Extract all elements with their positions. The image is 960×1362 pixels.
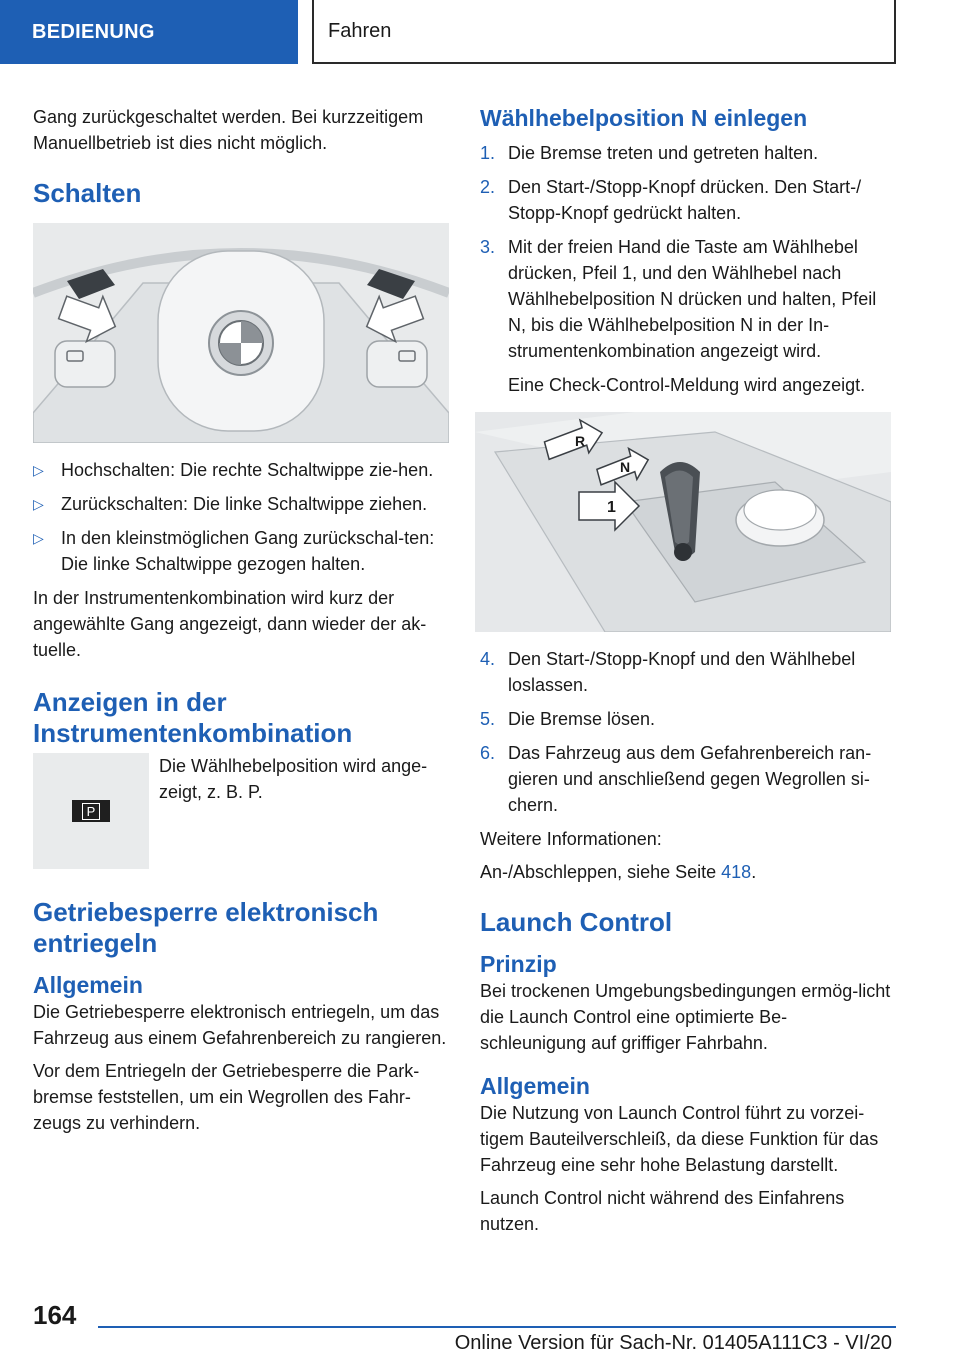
heading-n-einlegen: Wählhebelposition N einlegen (480, 105, 808, 131)
list-item: ▷ In den kleinstmöglichen Gang zurückschal‐ten: Die linke Schaltwippe gezogen halten. (33, 525, 449, 577)
list-item: 6. Das Fahrzeug aus dem Gefahrenbereich ran‐gieren und anschließend gegen Wegrollen si‐chern. (480, 743, 872, 815)
cross-reference: An-/Abschleppen, siehe Seite 418. (480, 862, 757, 882)
more-info-label: Weitere Informationen: (480, 829, 662, 849)
svg-text:1: 1 (607, 499, 616, 516)
selector-lever-illustration (475, 412, 891, 632)
list-item: 5. Die Bremse lösen. (480, 709, 656, 729)
selector-lever-figure (475, 412, 891, 632)
heading-allgemein-launch: Allgemein (480, 1073, 590, 1099)
svg-text:N: N (620, 459, 631, 475)
list-item: 2. Den Start-/Stopp-Knopf drücken. Den Start-/ Stopp-Knopf gedrückt halten. (480, 177, 862, 223)
chapter-title: Fahren (328, 19, 392, 42)
triangle-bullet-icon: ▷ (33, 496, 44, 512)
list-item: ▷ Hochschalten: Die rechte Schaltwippe zie‐hen. (33, 457, 449, 483)
display-row (33, 753, 449, 869)
heading-anzeigen: Anzeigen in der Instrumentenkombination (33, 687, 353, 748)
display-figure (33, 753, 149, 869)
prinzip-paragraph: Bei trockenen Umgebungsbedingungen ermög‐licht die Launch Control eine optimierte Be‐schleunigung auf griffiger Fahrbahn. (480, 981, 891, 1053)
right-column (480, 104, 892, 1244)
page-number: 164 (33, 1300, 77, 1330)
intro-paragraph: Gang zurückgeschaltet werden. Bei kurzzeitigem Manuellbetrieb ist dies nicht möglich. (33, 107, 424, 153)
display-text: Die Wählhebelposition wird ange‐zeigt, z. B. P. (159, 756, 428, 802)
heading-prinzip: Prinzip (480, 951, 557, 977)
section-title: BEDIENUNG (32, 20, 155, 43)
gear-display-paragraph: In der Instrumentenkombination wird kurz der angewählte Gang angezeigt, dann wieder der ak‐tuelle. (33, 588, 427, 660)
section-tab (0, 0, 298, 64)
steps-part-1 (480, 140, 892, 364)
allgemein-paragraph-1: Die Getriebesperre elektronisch entriegeln, um das Fahrzeug aus einem Gefahrenbereich zu rangieren. (33, 1002, 447, 1048)
footer-text: Online Version für Sach-Nr. 01405A111C3 - VI/20 (454, 1332, 892, 1354)
heading-schalten: Schalten (33, 178, 142, 208)
allgemein-paragraph-2: Vor dem Entriegeln der Getriebesperre die Park‐bremse feststellen, um ein Wegrollen des Fahr‐zeugs zu verhindern. (33, 1061, 420, 1133)
footer-divider (98, 1326, 896, 1328)
triangle-bullet-icon: ▷ (33, 462, 44, 478)
heading-allgemein: Allgemein (33, 972, 143, 998)
list-item: ▷ Zurückschalten: Die linke Schaltwippe ziehen. (33, 491, 449, 517)
launch-allgemein-paragraph-1: Die Nutzung von Launch Control führt zu vorzei‐tigem Bauteilverschleiß, da diese Funktion für das Fahrzeug eine sehr hohe Belastung darstellt. (480, 1103, 879, 1175)
steering-wheel-illustration (33, 223, 449, 443)
triangle-bullet-icon: ▷ (33, 530, 44, 546)
left-column (33, 104, 449, 1143)
shift-instructions (33, 457, 449, 577)
launch-allgemein-paragraph-2: Launch Control nicht während des Einfahrens nutzen. (480, 1188, 845, 1234)
list-item: 1. Die Bremse treten und getreten halten. (480, 143, 819, 163)
steps-part-2 (480, 646, 892, 818)
chapter-header (312, 0, 896, 64)
gear-p-indicator-icon: P (72, 800, 110, 822)
list-item: 3. Mit der freien Hand die Taste am Wählhebel drücken, Pfeil 1, und den Wählhebel nach Wählhebelposition N drücken und halten, Pfeil N, bis die Wählhebelposition N in der In‐strumentenkombination angezeigt wird. (480, 237, 877, 361)
check-control-note: Eine Check-Control-Meldung wird angezeigt. (508, 375, 866, 395)
heading-getriebesperre: Getriebesperre elektronisch entriegeln (33, 897, 379, 958)
page-link[interactable]: 418 (721, 862, 752, 882)
steering-wheel-figure (33, 223, 449, 443)
svg-text:R: R (575, 433, 586, 449)
heading-launch-control: Launch Control (480, 907, 673, 937)
list-item: 4. Den Start-/Stopp-Knopf und den Wählhebel loslassen. (480, 649, 856, 695)
